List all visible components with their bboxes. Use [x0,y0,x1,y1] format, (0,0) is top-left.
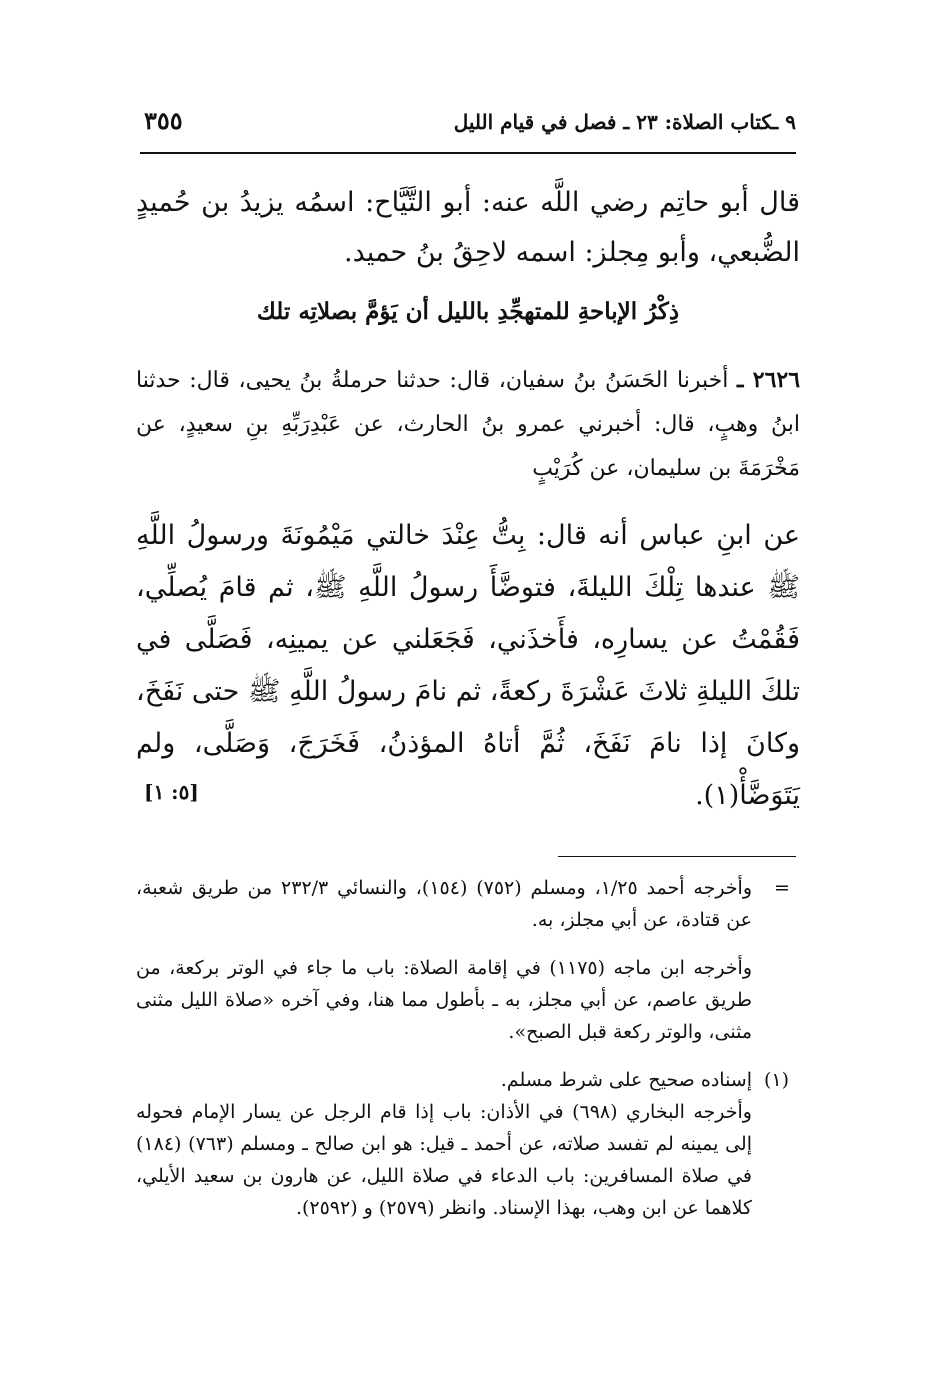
footnote-continuation-marker: = [774,877,790,899]
intro-paragraph: قال أبو حاتِم رضي اللَّه عنه: أبو التَّيَّاح: اسمُه يزيدُ بن حُميدٍ الضُّبعي، وأبو مِجلز: اسمه لاحِقُ بنُ حميد. [136,187,800,268]
hadith-chain [136,358,800,491]
hadith-matn [136,510,800,822]
hadith-number: ٢٦٢٦ ـ [737,367,801,393]
footnote-continuation-1: وأخرجه أحمد ١/٢٥، ومسلم (٧٥٢) (١٥٤)، والنسائي ٢٣٢/٣ من طريق شعبة، عن قتادة، عن أبي مجلز، به. [136,877,752,931]
hadith-reference: [٥: ١] [144,780,199,804]
header-title: ٩ ـكتاب الصلاة: ٢٣ ـ فصل في قيام الليل [453,110,796,134]
section-heading: ذِكْرُ الإباحةِ للمتهجِّدِ بالليل أن يَؤمَّ بصلاتِه تلك [256,298,680,325]
matn-text: عن ابنِ عباس أنه قال: بِتُّ عِنْدَ خالتي مَيْمُونَةَ ورسولُ اللَّهِ ﷺ عندها تِلْكَ الليلةَ، فتوضَّأَ رسولُ اللَّهِ ﷺ، ثم قامَ يُصلِّي، فَقُمْتُ عن يسارِه، فأَخذَني، فَجَعَلني عن يمينِه، فَصَلَّى في تلكَ الليلةِ ثلاثَ عَشْرَةَ ركعةً، ثم نامَ رسولُ اللَّهِ ﷺ حتى نَفَخَ، وكانَ إذا نامَ نَفَخَ، ثُمَّ أتاهُ المؤذنُ، فَخَرَجَ، وَصَلَّى، ولم يَتَوَضَّأْ(١). [136,520,800,811]
footnote-1: إسناده صحيح على شرط مسلم. [500,1069,752,1091]
chain-text: أخبرنا الحَسَنُ بنُ سفيان، قال: حدثنا حرملةُ بنُ يحيى، قال: حدثنا ابنُ وهبٍ، قال: أخبرني عمرو بنُ الحارث، عن عَبْدِرَبِّهِ بنِ سعيدٍ، عن مَخْرَمَةَ بن سليمان، عن كُرَيْبٍ [136,368,800,481]
running-header [140,100,796,150]
header-rule [140,152,796,154]
footnote-continuation-2: وأخرجه ابن ماجه (١١٧٥) في إقامة الصلاة: باب ما جاء في الوتر بركعة، من طريق عاصم، عن أبي مجلز، به ـ بأطول مما هنا، وفي آخره «صلاة الليل مثنى مثنى، والوتر ركعة قبل الصبح». [136,957,752,1043]
footnote-1-detail: وأخرجه البخاري (٦٩٨) في الأذان: باب إذا قام الرجل عن يسار الإمام فحوله إلى يمينه لم تفسد صلاته، عن أحمد ـ قيل: هو ابن صالح ـ ومسلم (٧٦٣) (١٨٤) في صلاة المسافرين: باب الدعاء في صلاة الليل، عن هارون بن سعيد الأيلي، كلاهما عن ابن وهب، بهذا الإسناد. وانظر (٢٥٧٩) و (٢٥٩٢). [136,1101,752,1219]
footnote-marker: (١) [764,1069,790,1091]
footnote-rule [558,856,796,857]
page-number: ٣٥٥ [144,106,183,135]
